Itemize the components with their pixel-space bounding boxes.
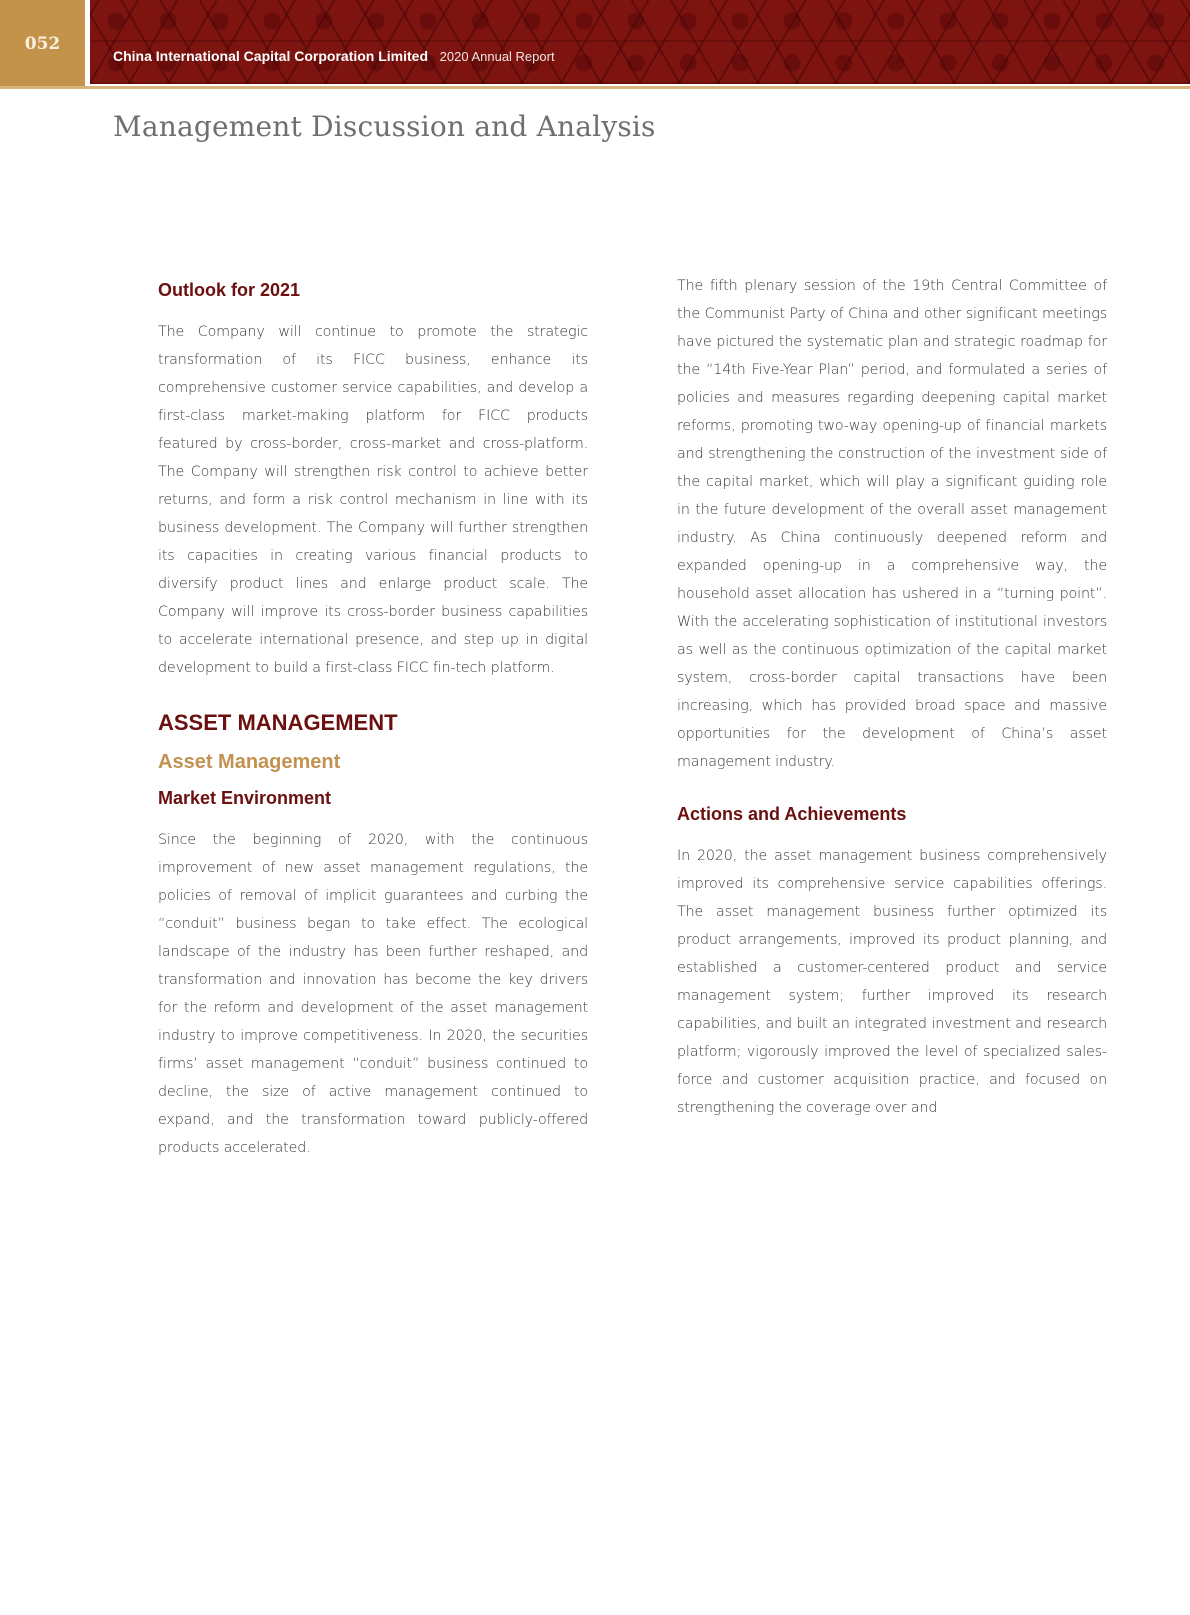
company-name: China International Capital Corporation Limited [113, 48, 429, 64]
banner-title [113, 48, 555, 64]
report-title: 2020 Annual Report [439, 49, 555, 64]
market-environment-continued-paragraph: The fifth plenary session of the 19th Central Committee of the Communist Party of China and other significant meetings have pictured the systematic plan and strategic roadmap for the “14th Five-Year Plan” period, and formulated a series of policies and measures regarding deepening capital market reforms, promoting two-way opening-up of financial markets and strengthening the construction of the investment side of the capital market, which will play a significant guiding role in the future development of the overall asset management industry. As China continuously deepened reform and expanded opening-up in a comprehensive way, the household asset allocation has ushered in a “turning point”. With the accelerating sophistication of institutional investors as well as the continuous optimization of the capital market system, cross-border capital transactions have been increasing, which has provided broad space and massive opportunities for the development of China’s asset management industry. [677, 278, 1107, 770]
patterned-banner [90, 0, 1190, 84]
left-column [158, 280, 588, 1162]
right-column [677, 280, 1107, 1122]
market-environment-heading: Market Environment [158, 787, 332, 808]
outlook-heading: Outlook for 2021 [158, 280, 301, 300]
page-number: 052 [24, 34, 61, 54]
section-title: Management Discussion and Analysis [113, 110, 656, 143]
asset-management-heading: ASSET MANAGEMENT [158, 709, 398, 735]
outlook-paragraph: The Company will continue to promote the strategic transformation of its FICC business, enhance its comprehensive customer service capabilities, and develop a first-class market-making platform for FICC products featured by cross-border, cross-market and cross-platform. The Company will strengthen risk control to achieve better returns, and form a risk control mechanism in line with its business development. The Company will further strengthen its capacities in creating various financial products to diversify product lines and enlarge product scale. The Company will improve its cross-border business capabilities to accelerate international presence, and step up in digital development to build a first-class FICC fin-tech platform. [158, 323, 588, 676]
market-environment-paragraph: Since the beginning of 2020, with the continuous improvement of new asset management regulations, the policies of removal of implicit guarantees and curbing the “conduit” business began to take effect. The ecological landscape of the industry has been further reshaped, and transformation and innovation has become the key drivers for the reform and development of the asset management industry to improve competitiveness. In 2020, the securities firms’ asset management “conduit” business continued to decline, the size of active management continued to expand, and the transformation toward publicly-offered products accelerated. [158, 831, 588, 1156]
asset-management-subheading: Asset Management [158, 750, 341, 773]
actions-achievements-paragraph: In 2020, the asset management business comprehensively improved its comprehensive service capabilities offerings. The asset management business further optimized its product arrangements, improved its product planning, and established a customer-centered product and service management system; further improved its research capabilities, and built an integrated investment and research platform; vigorously improved the level of specialized sales-force and customer acquisition practice, and focused on strengthening the coverage over and [677, 847, 1107, 1116]
actions-achievements-heading: Actions and Achievements [677, 804, 907, 824]
page-header [0, 0, 1190, 90]
page-number-box [0, 0, 85, 86]
header-gold-rule [0, 86, 1190, 89]
